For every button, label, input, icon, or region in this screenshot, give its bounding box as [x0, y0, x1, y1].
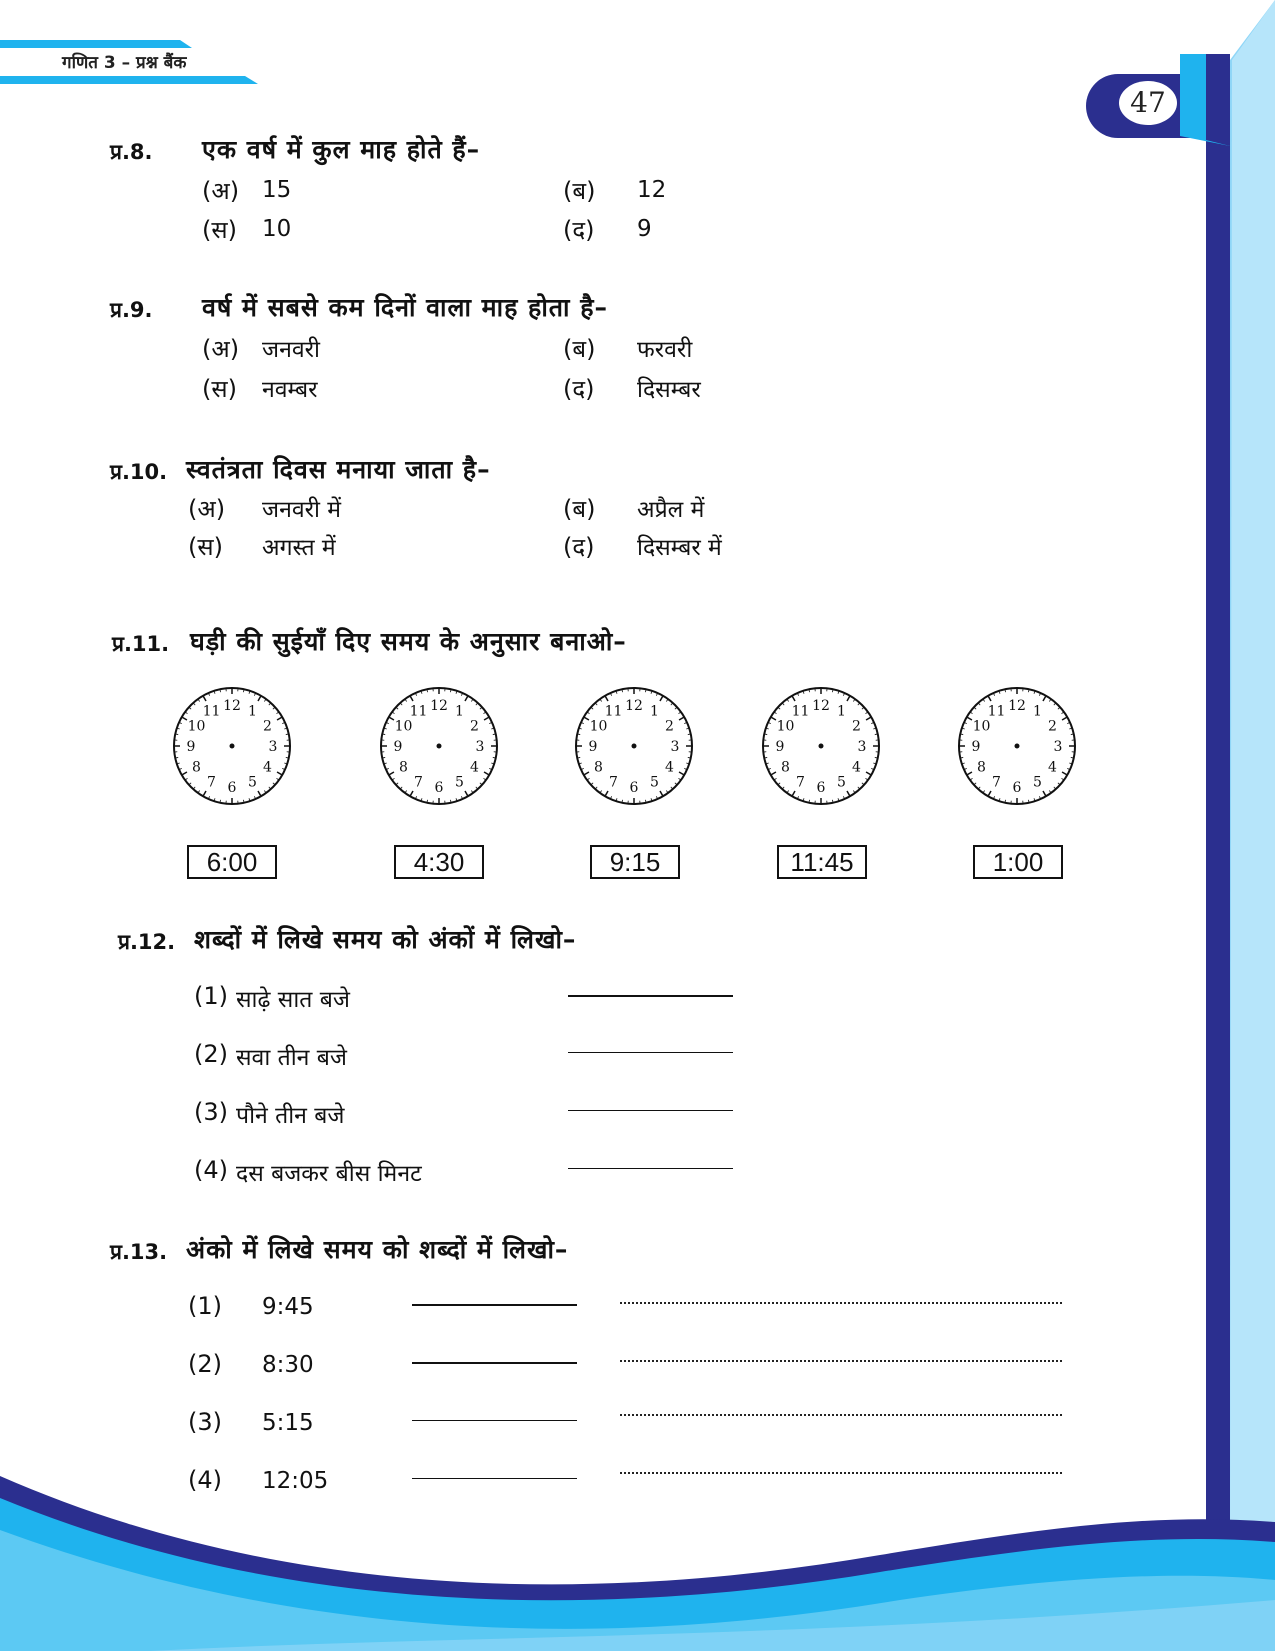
clock-number: 9 — [971, 739, 981, 755]
q9-number: प्र.9. — [110, 298, 153, 322]
clock-number: 10 — [972, 718, 991, 735]
time-box-5: 1:00 — [973, 845, 1063, 879]
clock-number: 11 — [604, 703, 623, 720]
clock-number: 4 — [470, 759, 479, 776]
q13-item-4-time: 12:05 — [262, 1468, 329, 1494]
q12-answer-line-4[interactable] — [568, 1168, 733, 1169]
clock-center-dot — [230, 744, 235, 749]
q13-answer-line-2[interactable] — [412, 1362, 577, 1364]
clock-face-1 — [172, 686, 292, 806]
clock-number: 3 — [857, 739, 867, 755]
clock-center-dot — [437, 744, 442, 749]
q10-option-b-mark: (ब) — [563, 495, 596, 523]
q12-item-3-number: (3) — [194, 1098, 228, 1126]
clock-number: 5 — [1033, 774, 1042, 791]
clock-number: 4 — [665, 759, 674, 776]
clock-number: 8 — [977, 759, 986, 776]
time-box-3: 9:15 — [590, 845, 680, 879]
clock-number: 3 — [475, 739, 485, 755]
q9-option-c-mark: (स) — [202, 375, 237, 403]
q12-item-1-number: (1) — [194, 982, 228, 1010]
clock-face-2 — [379, 686, 499, 806]
clock-number: 8 — [781, 759, 790, 776]
clock-number: 12 — [430, 698, 448, 714]
clock-number: 9 — [588, 739, 598, 755]
q10-number: प्र.10. — [110, 460, 168, 484]
clock-number: 5 — [248, 774, 257, 791]
q13-item-2-number: (2) — [188, 1350, 222, 1378]
q10-text: स्वतंत्रता दिवस मनाया जाता है– — [186, 455, 491, 484]
clock-number: 2 — [263, 718, 272, 735]
q13-words-line-1[interactable] — [620, 1302, 1062, 1304]
q8-option-a-mark: (अ) — [202, 177, 240, 205]
clock-number: 6 — [629, 780, 639, 796]
clock-number: 9 — [775, 739, 785, 755]
clock-number: 11 — [202, 703, 221, 720]
clock-number: 10 — [776, 718, 795, 735]
clock-number: 8 — [399, 759, 408, 776]
clock-number: 6 — [816, 780, 826, 796]
clock-number: 7 — [414, 774, 423, 791]
clock-number: 12 — [223, 698, 241, 714]
q13-answer-line-4[interactable] — [412, 1478, 577, 1479]
q9-option-b-value: फरवरी — [637, 337, 693, 363]
q12-item-2-text: सवा तीन बजे — [236, 1045, 347, 1071]
clock-number: 1 — [837, 703, 846, 720]
q12-item-4-number: (4) — [194, 1156, 228, 1184]
clock-number: 3 — [1053, 739, 1063, 755]
page-number: 47 — [1130, 86, 1166, 119]
clock-number: 1 — [1033, 703, 1042, 720]
clock-number: 12 — [625, 698, 643, 714]
q8-option-b-value: 12 — [637, 177, 667, 203]
q10-option-c-value: अगस्त में — [262, 535, 336, 561]
clock-number: 8 — [192, 759, 201, 776]
clock-center-dot — [819, 744, 824, 749]
q8-option-c-mark: (स) — [202, 216, 237, 244]
clock-number: 11 — [791, 703, 810, 720]
clock-number: 2 — [852, 718, 861, 735]
q12-answer-line-3[interactable] — [568, 1110, 733, 1111]
q10-option-d-mark: (द) — [563, 533, 595, 561]
q9-option-d-mark: (द) — [563, 375, 595, 403]
q9-option-b-mark: (ब) — [563, 335, 596, 363]
clock-number: 9 — [393, 739, 403, 755]
q13-answer-line-3[interactable] — [412, 1420, 577, 1421]
clock-number: 4 — [263, 759, 272, 776]
q13-item-3-number: (3) — [188, 1408, 222, 1436]
q9-option-d-value: दिसम्बर — [637, 377, 701, 403]
q10-option-a-value: जनवरी में — [262, 497, 342, 523]
q10-option-d-value: दिसम्बर में — [637, 535, 722, 561]
clock-number: 1 — [650, 703, 659, 720]
q10-option-c-mark: (स) — [188, 533, 223, 561]
q8-number: प्र.8. — [110, 140, 153, 164]
q12-item-4-text: दस बजकर बीस मिनट — [236, 1161, 422, 1187]
clock-number: 2 — [470, 718, 479, 735]
q12-number: प्र.12. — [118, 930, 176, 954]
q13-answer-line-1[interactable] — [412, 1304, 577, 1306]
clock-number: 12 — [1008, 698, 1026, 714]
clock-number: 5 — [455, 774, 464, 791]
clock-face-4 — [761, 686, 881, 806]
clock-number: 3 — [268, 739, 278, 755]
clock-number: 10 — [589, 718, 608, 735]
clock-number: 1 — [248, 703, 257, 720]
q9-option-c-value: नवम्बर — [262, 377, 318, 403]
time-box-2: 4:30 — [394, 845, 484, 879]
clock-number: 6 — [1012, 780, 1022, 796]
q13-item-2-time: 8:30 — [262, 1352, 314, 1378]
q13-item-1-number: (1) — [188, 1292, 222, 1320]
q12-text: शब्दों में लिखे समय को अंकों में लिखो– — [194, 925, 577, 954]
q9-option-a-mark: (अ) — [202, 335, 240, 363]
clock-number: 7 — [207, 774, 216, 791]
clock-number: 1 — [455, 703, 464, 720]
q9-text: वर्ष में सबसे कम दिनों वाला माह होता है– — [202, 293, 609, 322]
clock-number: 7 — [796, 774, 805, 791]
clock-number: 5 — [837, 774, 846, 791]
q13-words-line-3[interactable] — [620, 1414, 1062, 1416]
q12-item-1-text: साढ़े सात बजे — [236, 987, 350, 1013]
clock-number: 2 — [1048, 718, 1057, 735]
q10-option-a-mark: (अ) — [188, 495, 226, 523]
clock-number: 6 — [434, 780, 444, 796]
q12-item-2-number: (2) — [194, 1040, 228, 1068]
q8-option-a-value: 15 — [262, 177, 292, 203]
clock-number: 8 — [594, 759, 603, 776]
clock-number: 7 — [609, 774, 618, 791]
q9-option-a-value: जनवरी — [262, 337, 320, 363]
q11-number: प्र.11. — [112, 632, 170, 656]
clock-number: 11 — [409, 703, 428, 720]
clock-number: 11 — [987, 703, 1006, 720]
q13-item-1-time: 9:45 — [262, 1294, 314, 1320]
clock-number: 12 — [812, 698, 830, 714]
clock-number: 6 — [227, 780, 237, 796]
clock-center-dot — [1015, 744, 1020, 749]
q8-text: एक वर्ष में कुल माह होते हैं– — [202, 135, 481, 164]
q12-item-3-text: पौने तीन बजे — [236, 1103, 345, 1129]
q13-words-line-2[interactable] — [620, 1360, 1062, 1362]
q8-option-d-value: 9 — [637, 216, 652, 242]
clock-number: 2 — [665, 718, 674, 735]
clock-number: 5 — [650, 774, 659, 791]
clock-number: 4 — [852, 759, 861, 776]
time-box-1: 6:00 — [187, 845, 277, 879]
clock-number: 4 — [1048, 759, 1057, 776]
q13-item-3-time: 5:15 — [262, 1410, 314, 1436]
clock-face-5 — [957, 686, 1077, 806]
q10-option-b-value: अप्रैल में — [637, 497, 705, 523]
q13-number: प्र.13. — [110, 1240, 168, 1264]
q8-option-d-mark: (द) — [563, 216, 595, 244]
header-title: गणित 3 – प्रश्न बैंक — [62, 53, 187, 73]
clock-number: 10 — [187, 718, 206, 735]
q8-option-c-value: 10 — [262, 216, 292, 242]
q12-answer-line-1[interactable] — [568, 995, 733, 997]
q12-answer-line-2[interactable] — [568, 1052, 733, 1053]
clock-center-dot — [632, 744, 637, 749]
clock-number: 3 — [670, 739, 680, 755]
q13-words-line-4[interactable] — [620, 1472, 1062, 1474]
clock-number: 9 — [186, 739, 196, 755]
clock-face-3 — [574, 686, 694, 806]
time-box-4: 11:45 — [777, 845, 867, 879]
q13-text: अंको में लिखे समय को शब्दों में लिखो– — [186, 1235, 569, 1264]
clock-number: 10 — [394, 718, 413, 735]
q11-text: घड़ी की सुईयाँ दिए समय के अनुसार बनाओ– — [190, 627, 627, 656]
q13-item-4-number: (4) — [188, 1466, 222, 1494]
clock-number: 7 — [992, 774, 1001, 791]
q8-option-b-mark: (ब) — [563, 177, 596, 205]
